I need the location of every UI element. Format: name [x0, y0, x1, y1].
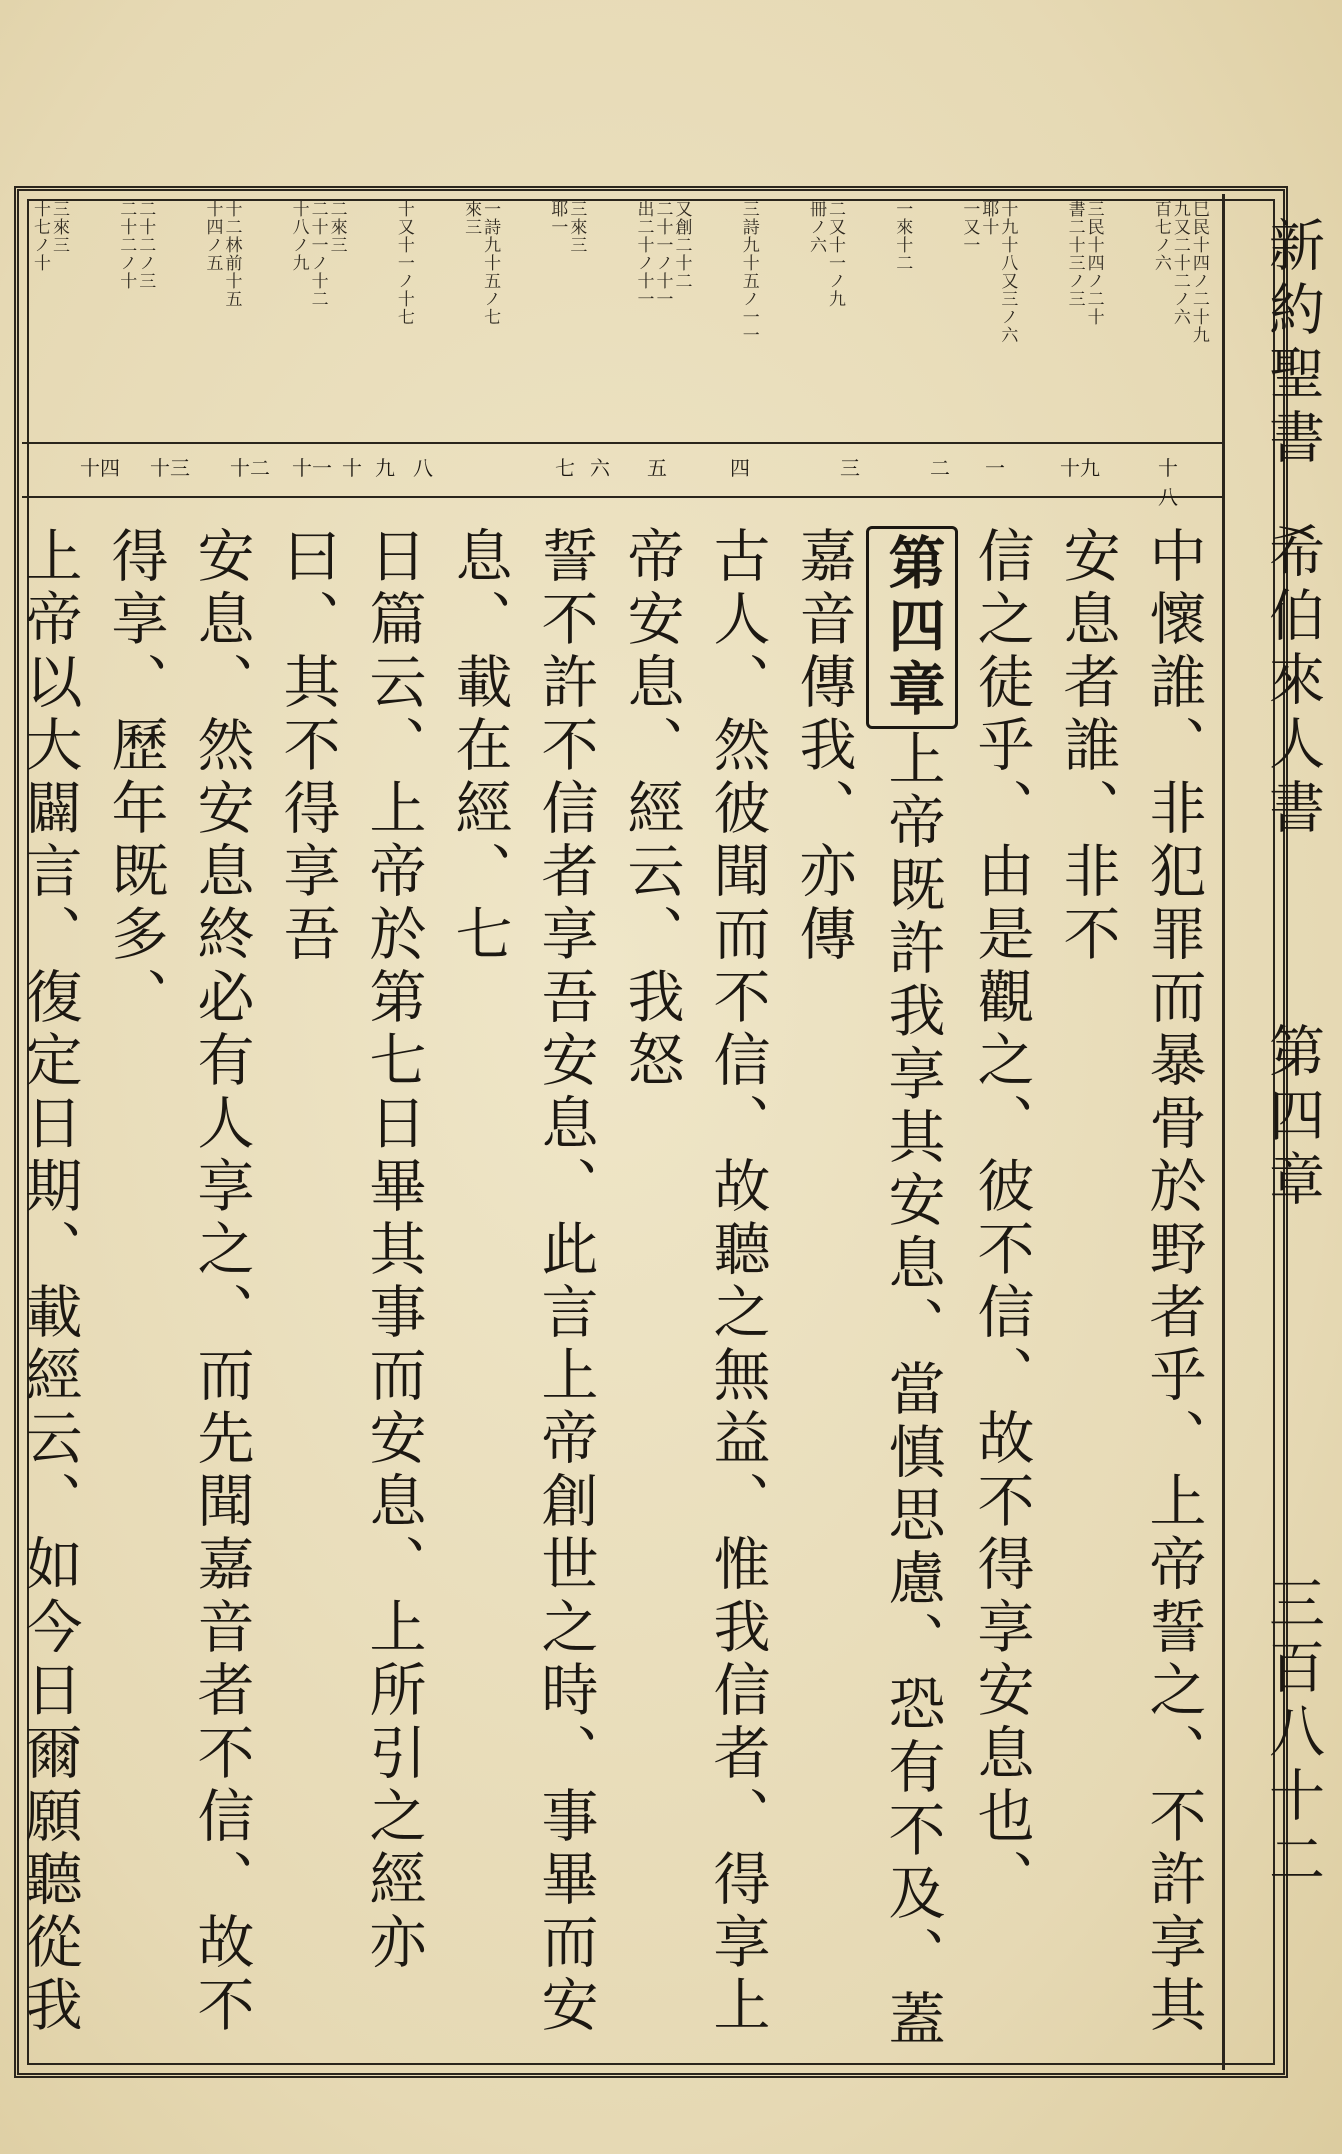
text-column: 誓不許不信者享吾安息、此言上帝創世之時、事畢而安息、載在經、七: [446, 526, 598, 2038]
note: 三民十四ノ二十 書二十三ノ三: [1064, 200, 1104, 326]
note: 三詩九十五ノ一一: [738, 200, 759, 344]
main-text: [16, 526, 1216, 2066]
note: 二十二ノ三 二十二ノ十: [116, 200, 156, 290]
verse-number: 四: [730, 456, 750, 480]
note: 三來三 十七ノ十: [30, 200, 69, 272]
page-number: 三百八十二: [1260, 1574, 1325, 1894]
text-column: 古人、然彼聞而不信、故聽之無益、惟我信者、得享上帝安息、經云、我怒: [618, 526, 770, 2038]
section-title: 希伯來人書: [1260, 522, 1325, 842]
text-column: 信之徒乎、由是觀之、彼不信、故不得享安息也、: [968, 526, 1034, 1912]
notes-divider-top: [22, 442, 1222, 444]
text-column: [780, 526, 958, 2066]
verse-number: 三: [840, 456, 860, 480]
note: 巳民十四ノ二十九 九又二十二ノ六 百七ノ六: [1150, 200, 1209, 344]
verse-number: 十八: [1158, 456, 1178, 509]
verse-number: 一: [985, 456, 1005, 480]
verse-number: 八: [413, 456, 433, 480]
text-column: 日篇云、上帝於第七日畢其事而安息、上所引之經亦曰、其不得享吾: [274, 526, 426, 1975]
verse-number: 十: [342, 456, 362, 480]
verse-number: 十四: [80, 456, 120, 480]
note: 一來十二: [892, 200, 913, 272]
note: 二來三 二十一ノ十二 十八ノ九: [288, 200, 347, 308]
verse-number: 二: [930, 456, 950, 480]
verse-number: 十二: [230, 456, 270, 480]
text-column: 中懷誰、非犯罪而暴骨於野者乎、上帝誓之、不許享其安息者誰、非不: [1054, 526, 1206, 2038]
cross-reference-notes: [24, 200, 1214, 430]
verse-number: 九: [375, 456, 395, 480]
verse-number: 十一: [292, 456, 332, 480]
note: 三來三 耶一: [547, 200, 587, 254]
verse-number: 六: [590, 456, 610, 480]
note: 十二林前十五 十四ノ五: [202, 200, 242, 308]
verse-number: 七: [555, 456, 575, 480]
verse-number: 十三: [150, 456, 190, 480]
text-run: 上帝既許我享其安息、當慎思慮、恐有不及、蓋嘉音傳我、亦傳: [790, 526, 945, 2052]
note: 又創二十二 二十一ノ十一 出二十ノ十一: [633, 200, 692, 308]
book-title: 新約聖書: [1260, 216, 1325, 472]
margin-rule: [1222, 194, 1225, 2070]
verse-number-row: [40, 452, 1200, 509]
note: 一詩九十五ノ七 來三: [461, 200, 501, 326]
text-column: 上帝以大闢言、復定日期、載經云、如今日爾願聽從我: [16, 526, 82, 2038]
notes-divider-bottom: [22, 496, 1222, 498]
running-head: [1260, 196, 1324, 2066]
chapter-title: 第四章: [1260, 1022, 1325, 1214]
note: 二又十一ノ九 冊ノ六: [805, 200, 845, 308]
note: 十九十八又三ノ六 耶十 一又一: [959, 200, 1018, 344]
note: 十又十一ノ十七: [393, 200, 414, 326]
text-column: 安息、然安息終必有人享之、而先聞嘉音者不信、故不得享、歷年既多、: [102, 526, 254, 2038]
chapter-marker: 第四章: [866, 526, 958, 729]
verse-number: 五: [647, 456, 667, 480]
verse-number: 十九: [1060, 456, 1100, 480]
